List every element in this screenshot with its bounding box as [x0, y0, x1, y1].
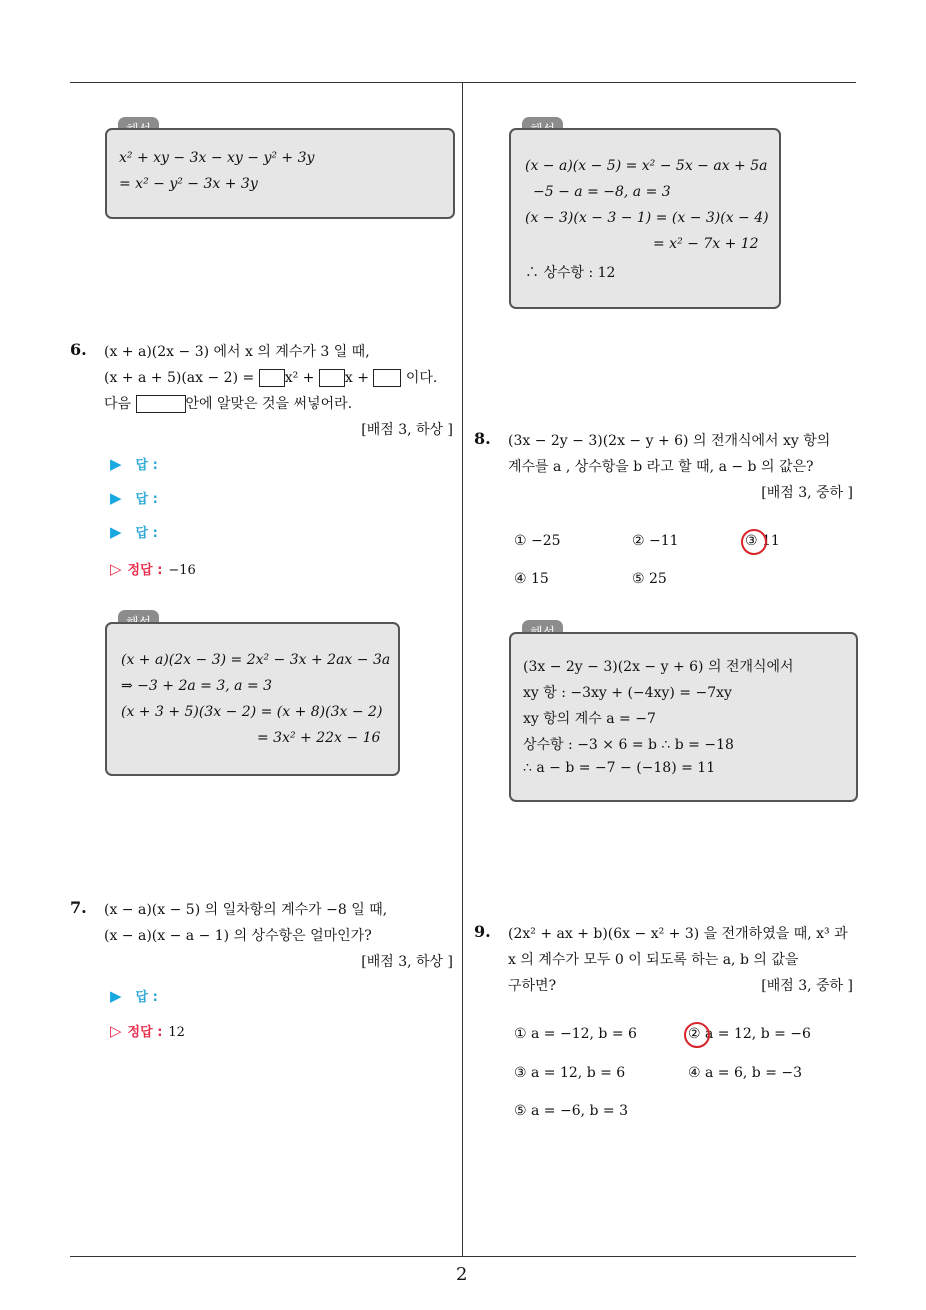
- correct-answer: ▷ 정답 : 12: [110, 1022, 185, 1040]
- play-icon: ▶: [110, 489, 122, 507]
- choice-4[interactable]: ④ a = 6, b = −3: [688, 1065, 803, 1081]
- solution-line: (x − a)(x − 5) = x² − 5x − ax + 5a: [525, 158, 768, 174]
- solution-line: xy 항의 계수 a = −7: [523, 711, 656, 727]
- question-text: (2x² + ax + b)(6x − x² + 3) 을 전개하였을 때, x³ 과: [508, 926, 848, 942]
- choice-5[interactable]: ⑤ 25: [632, 571, 667, 587]
- solution-line: = x² − y² − 3x + 3y: [119, 176, 258, 192]
- correct-value: −16: [168, 563, 196, 578]
- outline-triangle-icon: ▷: [110, 1022, 122, 1040]
- answer-blank: [136, 395, 186, 413]
- score-label: [배점 3, 하상 ]: [361, 954, 453, 970]
- answer-blank: [373, 369, 401, 387]
- solution-line: ∴ a − b = −7 − (−18) = 11: [523, 760, 716, 776]
- play-icon: ▶: [110, 523, 122, 541]
- q7-solution-box: [509, 128, 781, 309]
- choice-2[interactable]: ② a = 12, b = −6: [688, 1026, 811, 1042]
- question-text: 계수를 a , 상수항을 b 라고 할 때, a − b 의 값은?: [508, 459, 814, 475]
- answer-blank: [319, 369, 345, 387]
- question-text: [104, 367, 437, 387]
- question-text: (x − a)(x − 5) 의 일차항의 계수가 −8 일 때,: [104, 902, 388, 918]
- question-text: (x − a)(x − a − 1) 의 상수항은 얼마인가?: [104, 928, 372, 944]
- choice-5[interactable]: ⑤ a = −6, b = 3: [514, 1103, 629, 1119]
- answer-blank: [259, 369, 285, 387]
- choice-3[interactable]: ③ 11: [745, 533, 780, 549]
- choice-2[interactable]: ② −11: [632, 533, 679, 549]
- question-number: 9.: [474, 922, 491, 941]
- solution-line: = x² − 7x + 12: [653, 236, 759, 252]
- solution-line: (x + a)(2x − 3) = 2x² − 3x + 2ax − 3a: [121, 652, 391, 668]
- outline-triangle-icon: ▷: [110, 560, 122, 578]
- question-fragment: 다음: [104, 396, 132, 412]
- solution-line: xy 항 : −3xy + (−4xy) = −7xy: [523, 685, 732, 701]
- question-number: 7.: [70, 898, 87, 917]
- selected-mark-circle: [684, 1022, 710, 1048]
- q8-solution-box: [509, 632, 858, 802]
- q5-solution-box: [105, 128, 455, 219]
- question-text: (x + a)(2x − 3) 에서 x 의 계수가 3 일 때,: [104, 344, 370, 360]
- play-icon: ▶: [110, 987, 122, 1005]
- solution-line: x² + xy − 3x − xy − y² + 3y: [119, 150, 315, 166]
- selected-mark-circle: [741, 529, 767, 555]
- question-text: [104, 393, 352, 413]
- solution-line: ⇒ −3 + 2a = 3, a = 3: [121, 678, 273, 694]
- answer-row: ▶ 답 :: [110, 523, 158, 541]
- solution-line: (3x − 2y − 3)(2x − y + 6) 의 전개식에서: [523, 659, 794, 675]
- correct-answer: ▷ 정답 : −16: [110, 560, 196, 578]
- question-text: (3x − 2y − 3)(2x − y + 6) 의 전개식에서 xy 항의: [508, 433, 831, 449]
- bottom-rule: [70, 1256, 856, 1257]
- score-label: [배점 3, 중하 ]: [761, 978, 853, 994]
- question-text: 구하면?: [508, 978, 557, 994]
- q6-solution-box: [105, 622, 400, 776]
- choice-1[interactable]: ① a = −12, b = 6: [514, 1026, 637, 1042]
- question-number: 8.: [474, 429, 491, 448]
- solution-line: (x − 3)(x − 3 − 1) = (x − 3)(x − 4): [525, 210, 769, 226]
- question-fragment: 이다.: [405, 370, 438, 386]
- choice-4[interactable]: ④ 15: [514, 571, 549, 587]
- answer-row: ▶ 답 :: [110, 489, 158, 507]
- question-fragment: (x + a + 5)(ax − 2) =: [104, 370, 255, 386]
- choice-3[interactable]: ③ a = 12, b = 6: [514, 1065, 626, 1081]
- question-fragment: x +: [344, 370, 369, 386]
- page-number: 2: [456, 1264, 468, 1285]
- solution-line: ∴ 상수항 : 12: [525, 265, 616, 281]
- top-rule: [70, 82, 856, 83]
- answer-row: ▶ 답 :: [110, 987, 158, 1005]
- choice-1[interactable]: ① −25: [514, 533, 561, 549]
- solution-line: −5 − a = −8, a = 3: [533, 184, 671, 200]
- question-fragment: x² +: [284, 370, 315, 386]
- correct-value: 12: [168, 1025, 185, 1040]
- question-text: x 의 계수가 모두 0 이 되도록 하는 a, b 의 값을: [508, 952, 799, 968]
- solution-line: = 3x² + 22x − 16: [257, 730, 381, 746]
- column-divider: [462, 82, 463, 1256]
- play-icon: ▶: [110, 455, 122, 473]
- question-number: 6.: [70, 340, 87, 359]
- score-label: [배점 3, 하상 ]: [361, 422, 453, 438]
- score-label: [배점 3, 중하 ]: [761, 485, 853, 501]
- solution-line: 상수항 : −3 × 6 = b ∴ b = −18: [523, 737, 734, 753]
- question-fragment: 안에 알맞은 것을 써넣어라.: [185, 396, 353, 412]
- answer-row: ▶ 답 :: [110, 455, 158, 473]
- solution-line: (x + 3 + 5)(3x − 2) = (x + 8)(3x − 2): [121, 704, 383, 720]
